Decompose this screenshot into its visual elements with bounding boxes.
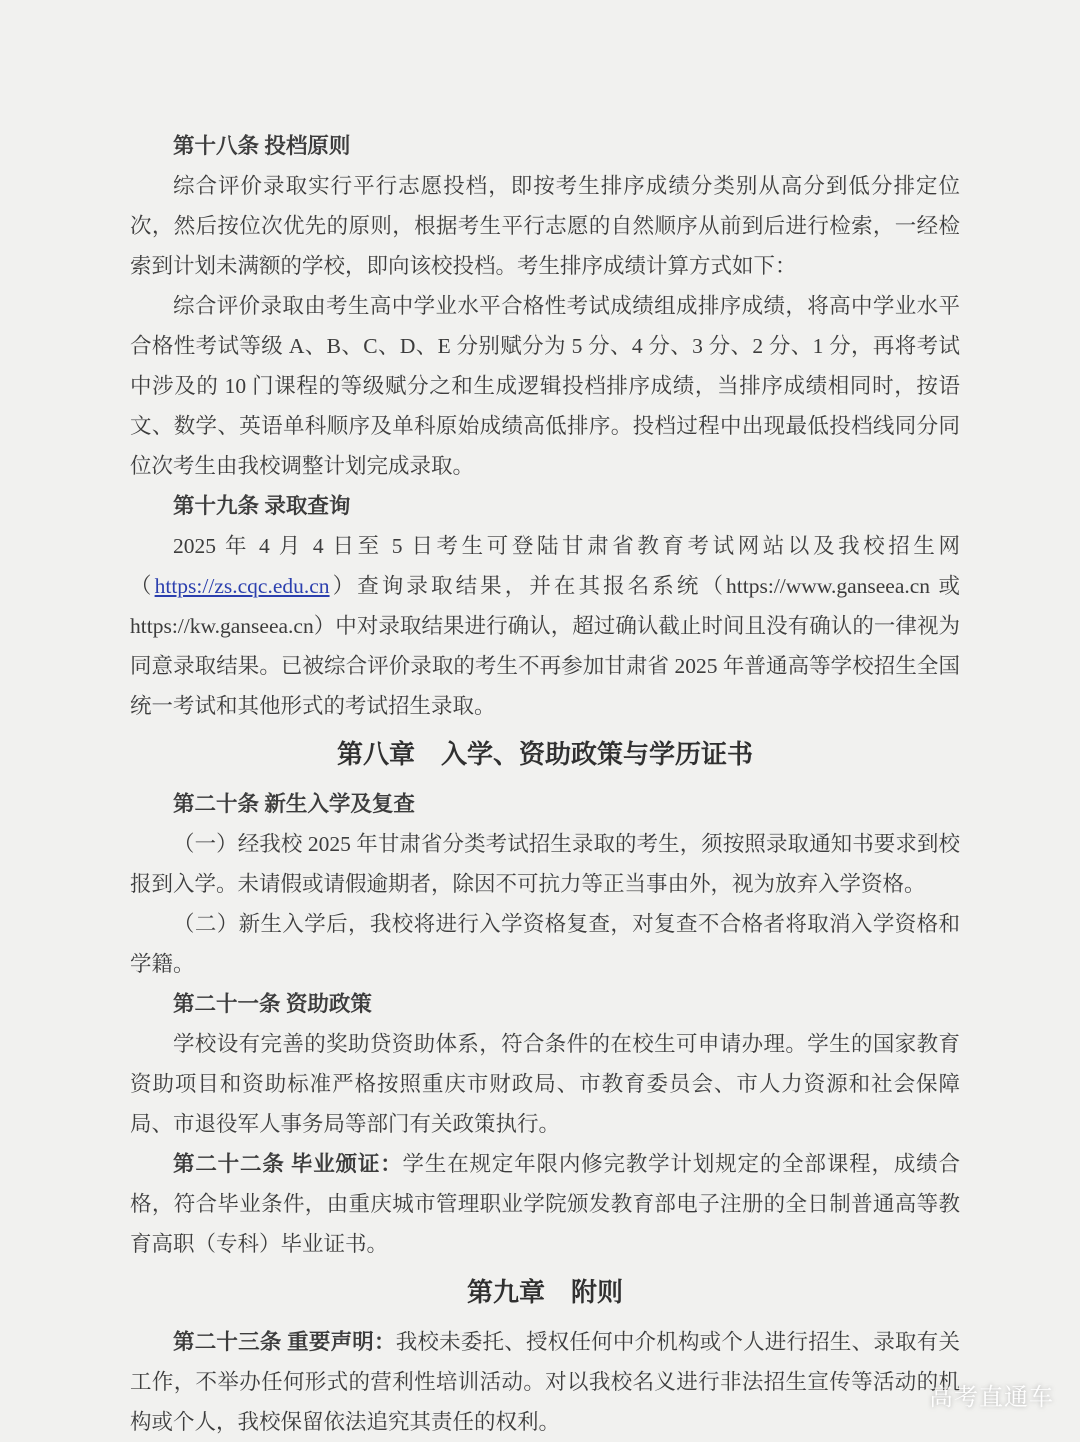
article-22-body: 学生在规定年限内修完教学计划规定的全部课程，成绩合格，符合毕业条件，由重庆城市管理职业学院颁发教育部电子注册的全日制普通高等教育高职（专科）毕业证书。 xyxy=(130,1152,960,1256)
article-18-paragraph-2: 综合评价录取由考生高中学业水平合格性考试成绩组成排序成绩，将高中学业水平合格性考试等级 A、B、C、D、E 分别赋分为 5 分、4 分、3 分、2 分、1 分，再将考试中涉及的 10 门课程的等级赋分之和生成逻辑投档排序成绩，当排序成绩相同时，按语文、数学、英语单科顺序及单科原始成绩高低排序。投档过程中出现最低投档线同分同位次考生由我校调整计划完成录取。 xyxy=(130,294,960,478)
watermark-gaokao-zhitongche: 高考直通车 xyxy=(929,1384,1054,1411)
article-23-paragraph xyxy=(130,1322,960,1442)
article-23-lead: 第二十三条 重要声明： xyxy=(173,1330,396,1354)
article-19-paragraph xyxy=(130,526,960,726)
article-22-paragraph xyxy=(130,1144,960,1264)
article-20-paragraph-2: （二）新生入学后，我校将进行入学资格复查，对复查不合格者将取消入学资格和学籍。 xyxy=(130,912,960,976)
admission-website-link[interactable]: https://zs.cqc.edu.cn xyxy=(154,574,330,598)
chapter-9-title: 第九章 附则 xyxy=(466,1278,623,1307)
article-20-paragraph-1: （一）经我校 2025 年甘肃省分类考试招生录取的考生，须按照录取通知书要求到校报到入学。未请假或请假逾期者，除因不可抗力等正当事由外，视为放弃入学资格。 xyxy=(130,832,960,896)
article-19-text-after-link: ）查询录取结果，并在其报名系统（https://www.ganseea.cn 或 https://kw.ganseea.cn）中对录取结果进行确认，超过确认截止时间且没有确认的一律视为同意录取结果。已被综合评价录取的考生不再参加甘肃省 2025 年普通高等学校招生全国统一考试和其他形式的考试招生录取。 xyxy=(130,574,960,718)
chapter-8-title: 第八章 入学、资助政策与学历证书 xyxy=(336,740,753,769)
article-22-lead: 第二十二条 毕业颁证： xyxy=(173,1152,403,1176)
article-23-body: 我校未委托、授权任何中介机构或个人进行招生、录取有关工作，不举办任何形式的营利性培训活动。对以我校名义进行非法招生宣传等活动的机构或个人，我校保留依法追究其责任的权利。 xyxy=(130,1330,960,1434)
article-21-heading: 第二十一条 资助政策 xyxy=(173,992,372,1016)
article-18-paragraph-1: 综合评价录取实行平行志愿投档，即按考生排序成绩分类别从高分到低分排定位次，然后按位次优先的原则，根据考生平行志愿的自然顺序从前到后进行检索，一经检索到计划未满额的学校，即向该校投档。考生排序成绩计算方式如下： xyxy=(130,174,960,278)
article-20-heading: 第二十条 新生入学及复查 xyxy=(173,792,415,816)
article-19-text-before-link: 2025 年 4 月 4 日至 5 日考生可登陆甘肃省教育考试网站以及我校招生网（ xyxy=(130,534,960,598)
article-19-heading: 第十九条 录取查询 xyxy=(173,494,351,518)
article-21-paragraph-1: 学校设有完善的奖助贷资助体系，符合条件的在校生可申请办理。学生的国家教育资助项目和资助标准严格按照重庆市财政局、市教育委员会、市人力资源和社会保障局、市退役军人事务局等部门有关政策执行。 xyxy=(130,1032,960,1136)
article-18-heading: 第十八条 投档原则 xyxy=(173,134,351,158)
